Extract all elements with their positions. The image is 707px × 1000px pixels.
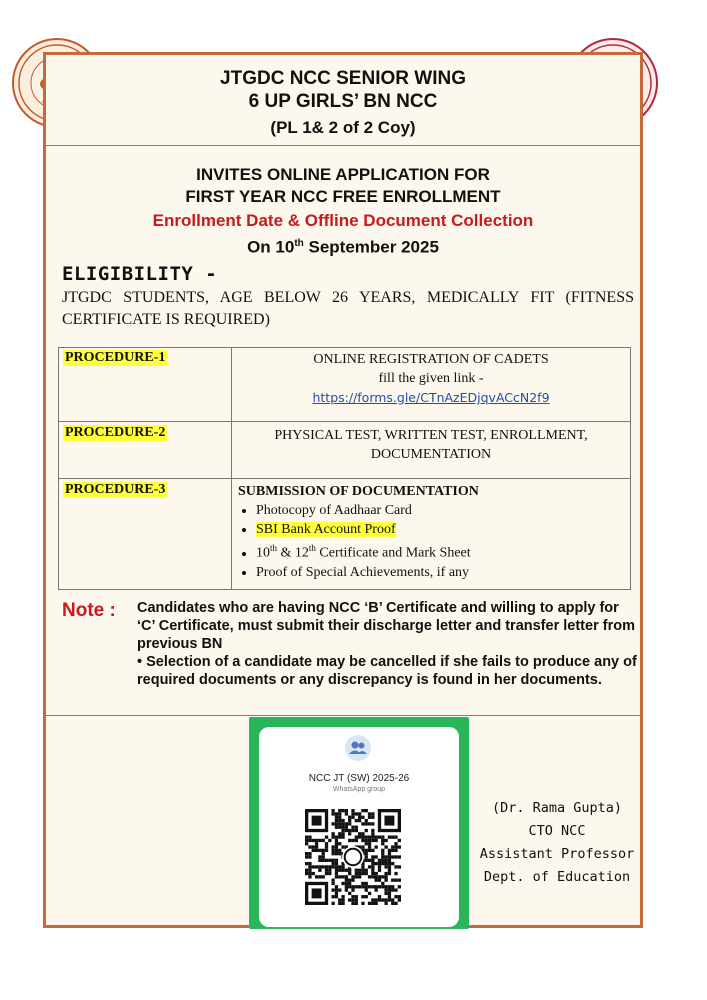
eligibility-text: JTGDC STUDENTS, AGE BELOW 26 YEARS, MEDICALLY FIT (FITNESS CERTIFICATE IS REQUIRED) (62, 289, 634, 328)
note-label: Note : (62, 600, 116, 621)
signature-block (472, 797, 642, 889)
procedure-2-content (231, 421, 631, 479)
signatory-title-2: Assistant Professor (479, 846, 635, 862)
list-item: • Photocopy of Aadhaar Card (256, 501, 624, 520)
divider (46, 715, 640, 716)
signatory-title-1: CTO NCC (528, 823, 586, 839)
date-prefix: On 10 (247, 237, 295, 257)
list-item (256, 520, 624, 539)
procedure-2-line2: DOCUMENTATION (370, 447, 492, 462)
header-line-1: JTGDC NCC SENIOR WING (220, 68, 466, 89)
group-name: NCC JT (SW) 2025-26 (308, 773, 410, 784)
header-line-2: 6 UP GIRLS’ BN NCC (248, 91, 438, 112)
note-paragraph-2: • Selection of a candidate may be cancelled if she fails to produce any of required documents or any discrepancy is found in her documents. (137, 654, 637, 688)
header-line-3: (PL 1& 2 of 2 Coy) (270, 118, 416, 137)
enrollment-date (46, 233, 640, 258)
group-subtitle: WhatsApp group (332, 786, 386, 793)
signatory-title-3: Dept. of Education (483, 869, 631, 885)
invite-line-1: INVITES ONLINE APPLICATION FOR (196, 165, 490, 184)
signatory-name: (Dr. Rama Gupta) (491, 800, 623, 816)
list-item: • 10th & 12th Certificate and Mark Sheet (256, 539, 624, 563)
date-suffix: September 2025 (303, 237, 439, 257)
invite-line-3: Enrollment Date & Offline Document Collection (152, 211, 534, 230)
qr-code[interactable] (305, 809, 401, 905)
procedure-1-content (231, 347, 631, 422)
date-sup: th (294, 238, 304, 249)
divider (46, 145, 640, 146)
note-paragraph-1: Candidates who are having NCC ‘B’ Certificate and willing to apply for ‘C’ Certificate, must submit their discharge letter and transfer letter from previous BN (137, 600, 635, 652)
group-avatar-icon (345, 735, 371, 761)
qr-inner-panel (259, 727, 459, 927)
procedure-3-content (231, 478, 631, 590)
procedure-1-line1: ONLINE REGISTRATION OF CADETS (313, 352, 549, 367)
procedure-2-label: PROCEDURE-2 (65, 425, 166, 440)
procedure-3-label: PROCEDURE-3 (65, 482, 166, 497)
procedure-2-line1: PHYSICAL TEST, WRITTEN TEST, ENROLLMENT, (274, 428, 588, 443)
procedure-3-heading: SUBMISSION OF DOCUMENTATION (238, 484, 479, 499)
sbi-proof-text: SBI Bank Account Proof (256, 522, 396, 537)
procedure-2-label-cell (58, 421, 232, 479)
notice-frame (43, 52, 643, 928)
procedure-3-label-cell (58, 478, 232, 590)
list-item: • Proof of Special Achievements, if any (256, 563, 624, 582)
registration-link[interactable]: https://forms.gle/CTnAzEDjqvACcN2f9 (312, 390, 550, 405)
whatsapp-qr-card (249, 717, 469, 929)
eligibility-title: ELIGIBILITY - (62, 263, 218, 285)
note-text (137, 599, 637, 689)
procedure-1-label-cell (58, 347, 232, 422)
invite-line-2: FIRST YEAR NCC FREE ENROLLMENT (185, 187, 501, 206)
procedure-1-line2: fill the given link - (378, 371, 484, 386)
document-list (238, 501, 624, 582)
procedure-1-label: PROCEDURE-1 (65, 350, 166, 365)
